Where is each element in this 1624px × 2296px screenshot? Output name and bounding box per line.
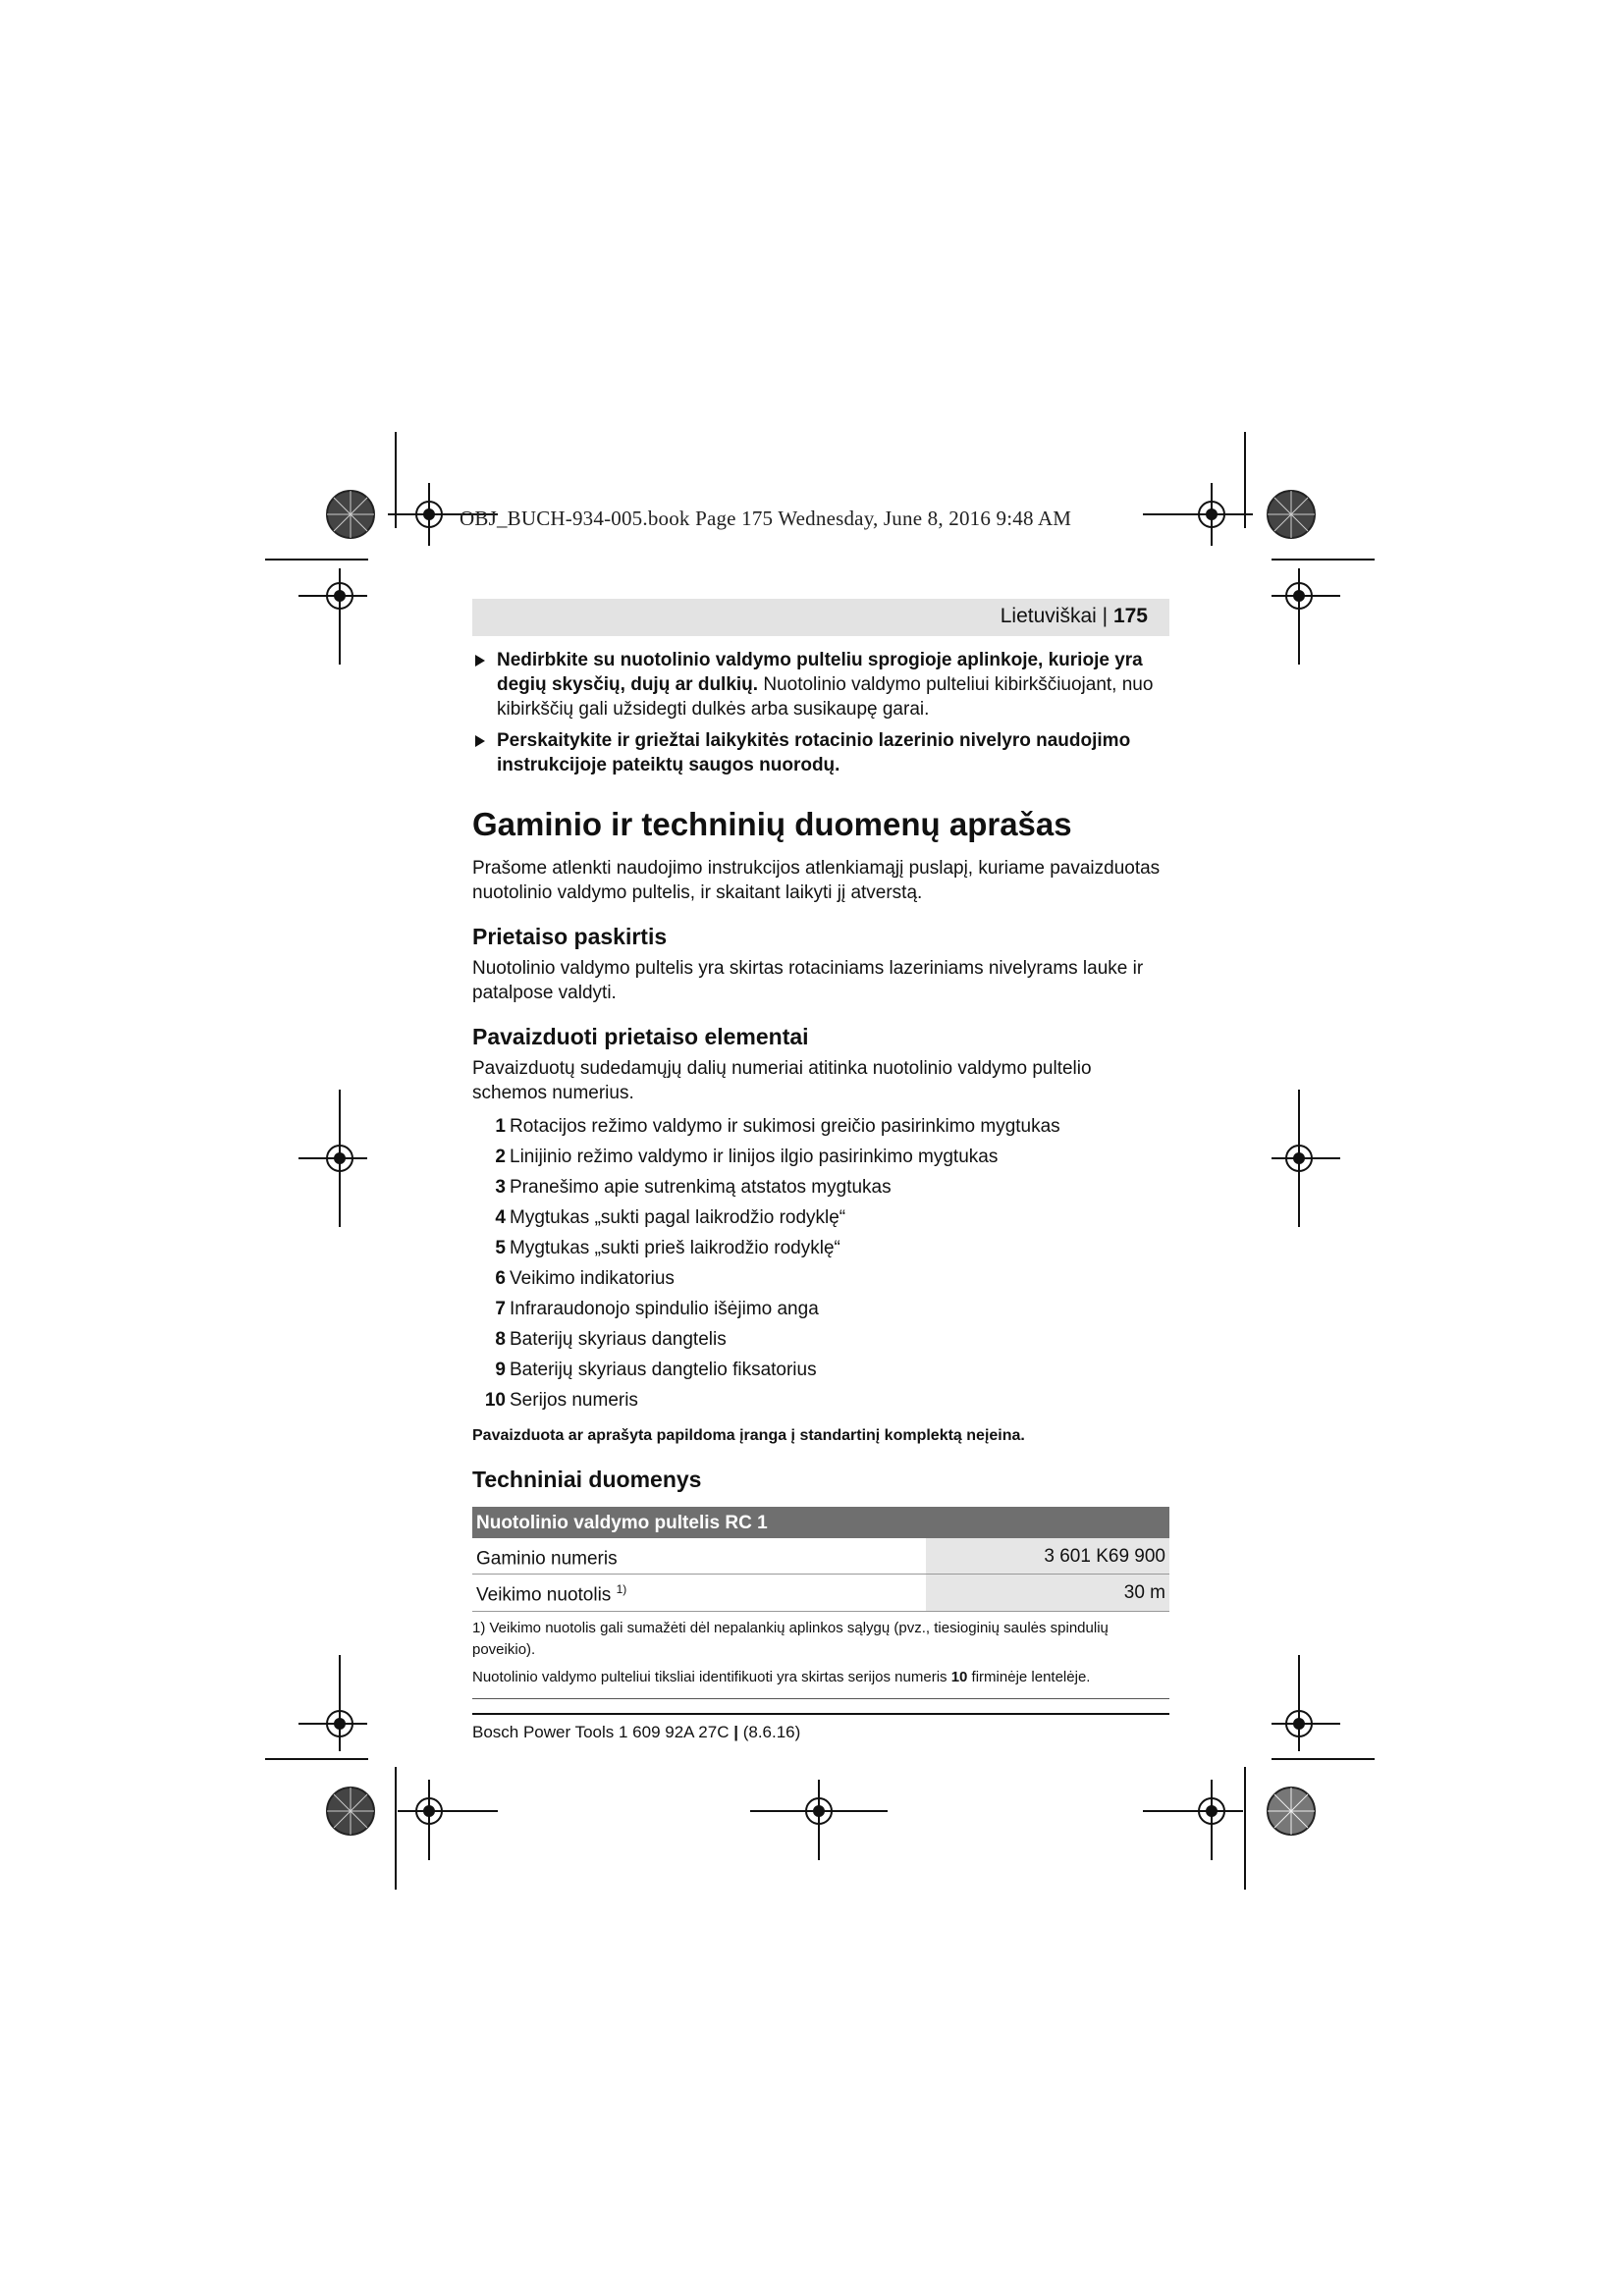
item-number: 7 xyxy=(495,1299,506,1319)
item-text: Mygtukas „sukti pagal laikrodžio rodyklę“ xyxy=(510,1207,846,1228)
warning-bold-text: Perskaitykite ir griežtai laikykitės rotacinio lazerinio nivelyro naudojimo instrukcijoje pateiktų saugos nuorodų. xyxy=(497,730,1131,775)
header-language: Lietuviškai xyxy=(1000,605,1097,627)
item-number: 3 xyxy=(495,1177,506,1198)
item-number: 9 xyxy=(495,1360,506,1380)
row-label-text: Veikimo nuotolis xyxy=(476,1584,617,1606)
item-number: 5 xyxy=(495,1238,506,1258)
serial-note-number: 10 xyxy=(950,1668,968,1685)
item-text: Veikimo indikatorius xyxy=(510,1268,675,1289)
item-text: Infraraudonojo spindulio išėjimo anga xyxy=(510,1299,819,1319)
components-intro: Pavaizduotų sudedamųjų dalių numeriai atitinka nuotolinio valdymo pultelio schemos numerius. xyxy=(472,1058,1092,1103)
item-text: Serijos numeris xyxy=(510,1390,638,1411)
item-number: 6 xyxy=(495,1268,506,1289)
item-number: 10 xyxy=(484,1390,506,1411)
item-number: 8 xyxy=(495,1329,506,1350)
serial-note xyxy=(472,1667,1169,1699)
section-intro: Prašome atlenkti naudojimo instrukcijos atlenkiamąjį puslapį, kuriame pavaizduotas nuotolinio valdymo pultelis, ir skaitant laikyti jį atverstą. xyxy=(472,858,1161,903)
intended-use-text: Nuotolinio valdymo pultelis yra skirtas rotaciniams lazeriniams nivelyrams lauke ir patalpose valdyti. xyxy=(472,958,1144,1003)
list-item xyxy=(472,1324,1169,1355)
page-footer xyxy=(472,1713,1169,1742)
row-value: 3 601 K69 900 xyxy=(926,1538,1169,1575)
intended-use-title: Prietaiso paskirtis xyxy=(472,924,668,949)
warning-item xyxy=(472,728,1169,777)
header-text xyxy=(1001,605,1148,628)
table-footnote: 1) Veikimo nuotolis gali sumažėti dėl nepalankių aplinkos sąlygų (pvz., tiesioginių saulės spindulių poveikio). xyxy=(472,1619,1109,1658)
list-item xyxy=(472,1172,1169,1202)
item-number: 1 xyxy=(495,1116,506,1137)
warning-bold-text: Nedirbkite su nuotolinio valdymo pulteliu sprogioje aplinkoje, kurioje yra degių skysčių, dujų ar dulkių. xyxy=(497,650,1143,695)
list-item xyxy=(472,1142,1169,1172)
warning-item xyxy=(472,648,1169,721)
item-text: Linijinio režimo valdymo ir linijos ilgio pasirinkimo mygtukas xyxy=(510,1147,999,1167)
page-content xyxy=(472,648,1169,1699)
section-title: Gaminio ir techninių duomenų aprašas xyxy=(472,806,1072,842)
row-label-sup: 1) xyxy=(616,1582,627,1597)
item-text: Baterijų skyriaus dangtelis xyxy=(510,1329,727,1350)
tech-title: Techniniai duomenys xyxy=(472,1467,702,1492)
footer-text: Bosch Power Tools 1 609 92A 27C xyxy=(472,1723,730,1741)
bullet-triangle-icon xyxy=(475,735,485,747)
list-item xyxy=(472,1202,1169,1233)
list-item xyxy=(472,1294,1169,1324)
list-item xyxy=(472,1263,1169,1294)
spec-table xyxy=(472,1507,1169,1612)
bullet-triangle-icon xyxy=(475,655,485,667)
item-text: Baterijų skyriaus dangtelio fiksatorius xyxy=(510,1360,817,1380)
components-title: Pavaizduoti prietaiso elementai xyxy=(472,1024,809,1049)
item-text: Pranešimo apie sutrenkimą atstatos mygtukas xyxy=(510,1177,892,1198)
row-label xyxy=(472,1538,926,1575)
print-slug: OBJ_BUCH-934-005.book Page 175 Wednesday, June 8, 2016 9:48 AM xyxy=(460,507,1072,530)
row-label xyxy=(472,1575,926,1611)
warning-text: Nuotolinio valdymo pulteliui kibirkščiuojant, nuo kibirkščių gali užsidegti dulkės arba susikaupę garai. xyxy=(497,674,1154,720)
footer-separator: | xyxy=(733,1723,738,1741)
serial-note-post: firminėje lentelėje. xyxy=(967,1668,1091,1685)
list-item xyxy=(472,1355,1169,1385)
running-header xyxy=(472,599,1169,636)
list-item xyxy=(472,1233,1169,1263)
table-header-row xyxy=(472,1507,1169,1538)
table-header: Nuotolinio valdymo pultelis RC 1 xyxy=(472,1507,1169,1538)
accessory-note: Pavaizduota ar aprašyta papildoma įranga į standartinį komplektą neįeina. xyxy=(472,1427,1025,1444)
item-text: Mygtukas „sukti prieš laikrodžio rodyklę“ xyxy=(510,1238,840,1258)
list-item xyxy=(472,1385,1169,1415)
row-value: 30 m xyxy=(926,1575,1169,1611)
footer-date: (8.6.16) xyxy=(742,1723,801,1741)
header-separator: | xyxy=(1102,605,1109,627)
row-label-text: Gaminio numeris xyxy=(476,1548,618,1570)
item-text: Rotacijos režimo valdymo ir sukimosi greičio pasirinkimo mygtukas xyxy=(510,1116,1060,1137)
table-row xyxy=(472,1538,1169,1575)
item-number: 2 xyxy=(495,1147,506,1167)
list-item xyxy=(472,1111,1169,1142)
serial-note-pre: Nuotolinio valdymo pulteliui tiksliai identifikuoti yra skirtas serijos numeris xyxy=(472,1668,951,1685)
components-list xyxy=(472,1111,1169,1415)
item-number: 4 xyxy=(495,1207,506,1228)
table-row xyxy=(472,1575,1169,1611)
header-page-number: 175 xyxy=(1112,605,1148,627)
